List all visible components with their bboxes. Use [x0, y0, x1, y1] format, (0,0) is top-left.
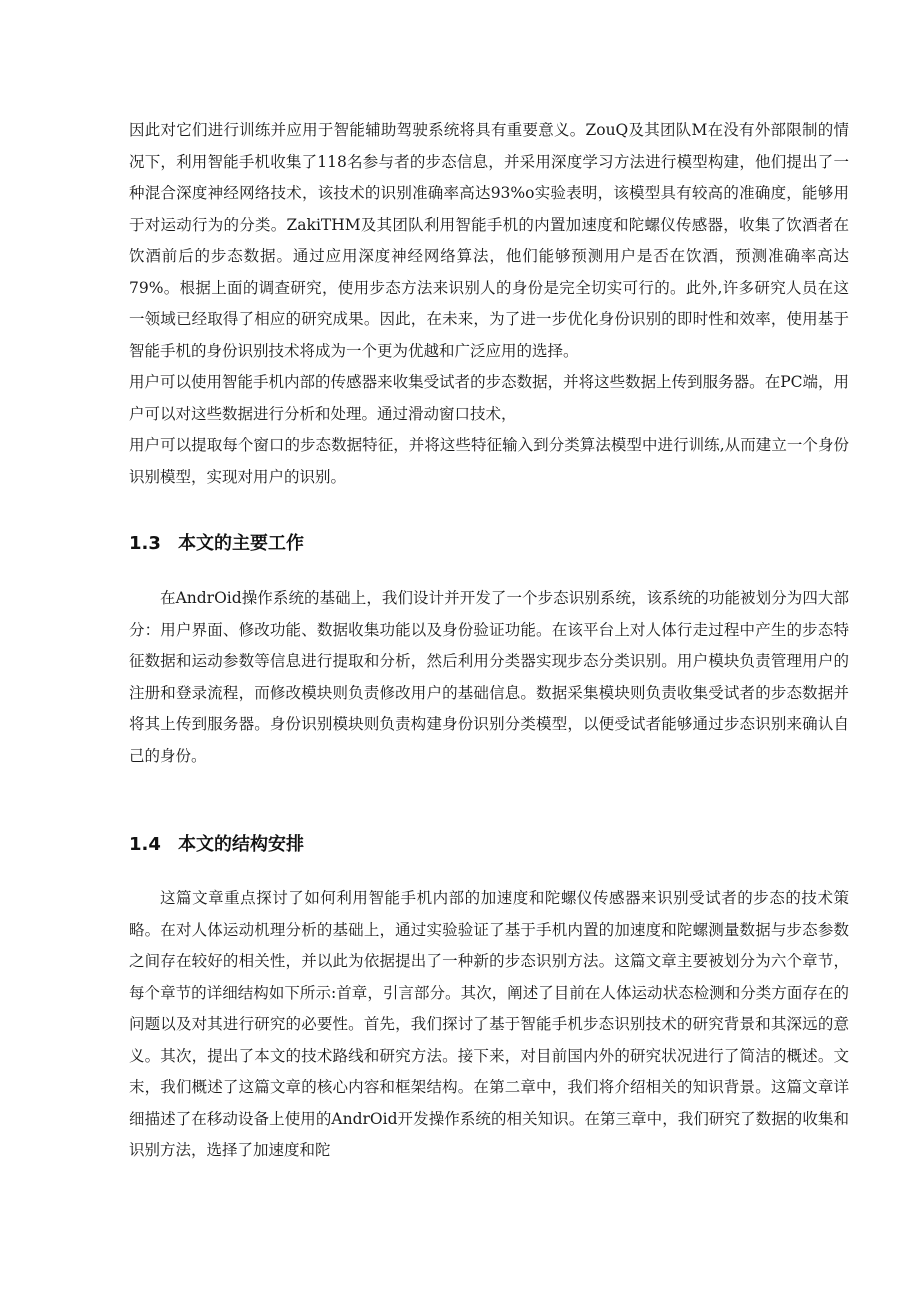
- section-1-4-body: 这篇文章重点探讨了如何利用智能手机内部的加速度和陀螺仪传感器来识别受试者的步态的技术策略。在对人体运动机理分析的基础上，通过实验验证了基于手机内置的加速度和陀螺测量数据与步态参数之间存在较好的相关性，并以此为依据提出了一种新的步态识别方法。这篇文章主要被划分为六个章节，每个章节的详细结构如下所示:首章，引言部分。其次，阐述了目前在人体运动状态检测和分类方面存在的问题以及对其进行研究的必要性。首先，我们探讨了基于智能手机步态识别技术的研究背景和其深远的意义。其次，提出了本文的技术路线和研究方法。接下来，对目前国内外的研究状况进行了简洁的概述。文末，我们概述了这篇文章的核心内容和框架结构。在第二章中，我们将介绍相关的知识背景。这篇文章详细描述了在移动设备上使用的AndrOid开发操作系统的相关知识。在第三章中，我们研究了数据的收集和识别方法，选择了加速度和陀: [129, 889, 849, 1159]
- intro-paragraph-3: 用户可以提取每个窗口的步态数据特征，并将这些特征输入到分类算法模型中进行训练,从而建立一个身份识别模型，实现对用户的识别。: [129, 436, 849, 486]
- page-content: [129, 115, 849, 1167]
- section-number: 1.3: [129, 533, 161, 554]
- intro-paragraph-2: 用户可以使用智能手机内部的传感器来收集受试者的步态数据，并将这些数据上传到服务器。在PC端，用户可以对这些数据进行分析和处理。通过滑动窗口技术，: [129, 373, 849, 423]
- section-heading-1-3: [129, 529, 849, 555]
- section-heading-1-4: [129, 830, 849, 856]
- section-number: 1.4: [129, 834, 161, 855]
- section-1-3-body: 在AndrOid操作系统的基础上，我们设计并开发了一个步态识别系统，该系统的功能被划分为四大部分：用户界面、修改功能、数据收集功能以及身份验证功能。在该平台上对人体行走过程中产生的步态特征数据和运动参数等信息进行提取和分析，然后利用分类器实现步态分类识别。用户模块负责管理用户的注册和登录流程，而修改模块则负责修改用户的基础信息。数据采集模块则负责收集受试者的步态数据并将其上传到服务器。身份识别模块则负责构建身份识别分类模型，以便受试者能够通过步态识别来确认自己的身份。: [129, 589, 849, 765]
- intro-paragraph-1: 因此对它们进行训练并应用于智能辅助驾驶系统将具有重要意义。ZouQ及其团队M在没有外部限制的情况下，利用智能手机收集了118名参与者的步态信息，并采用深度学习方法进行模型构建，他们提出了一种混合深度神经网络技术，该技术的识别准确率高达93%o实验表明，该模型具有较高的准确度，能够用于对运动行为的分类。ZakiTHM及其团队利用智能手机的内置加速度和陀螺仪传感器，收集了饮酒者在饮酒前后的步态数据。通过应用深度神经网络算法，他们能够预测用户是否在饮酒，预测准确率高达79%。根据上面的调查研究，使用步态方法来识别人的身份是完全切实可行的。此外,许多研究人员在这一领域已经取得了相应的研究成果。因此，在未来，为了进一步优化身份识别的即时性和效率，使用基于智能手机的身份识别技术将成为一个更为优越和广泛应用的选择。: [129, 121, 849, 360]
- section-title: 本文的主要工作: [178, 533, 304, 554]
- section-title: 本文的结构安排: [178, 834, 304, 855]
